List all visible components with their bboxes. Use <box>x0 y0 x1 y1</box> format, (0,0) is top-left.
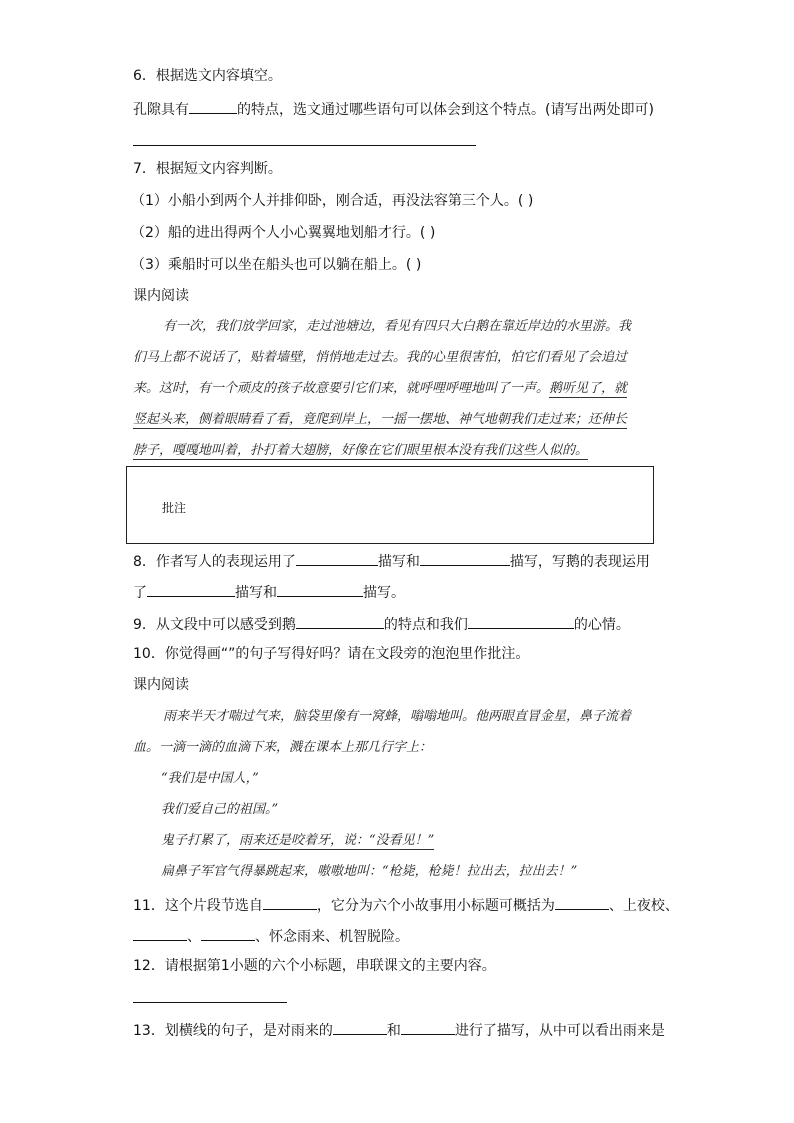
q10-line: 10．你觉得画“”的句子写得好吗？请在文段旁的泡泡里作批注。 <box>133 646 530 662</box>
q6-title: 6．根据选文内容填空。 <box>133 68 282 84</box>
q6-answer-line[interactable] <box>133 145 476 146</box>
q13-blank-1[interactable] <box>333 1020 387 1035</box>
q8-text-c: 描写，写鹅的表现运用 <box>509 554 650 570</box>
q6-blank[interactable] <box>189 99 237 114</box>
q13-text-a: 13．划横线的句子，是对雨来的 <box>133 1023 333 1039</box>
q7-title: 7．根据短文内容判断。 <box>133 161 282 177</box>
annotation-label: 批注 <box>162 501 187 515</box>
q8-text-a: 8．作者写人的表现运用了 <box>133 554 296 570</box>
q7-item-2: （2）船的进出得两个人小心翼翼地划船才行。( ) <box>131 225 436 241</box>
passage1-line-5 <box>133 442 588 460</box>
q7-item-1: （1）小船小到两个人并排仰卧，刚合适，再没法容第三个人。( ) <box>131 193 534 209</box>
passage2-line-3: “我们是中国人，” <box>161 771 259 786</box>
passage2-line-6: 扁鼻子军官气得暴跳起来，嗷嗷地叫：“枪毙，枪毙！拉出去，拉出去！” <box>161 864 578 879</box>
q11-blank-1[interactable] <box>263 895 317 910</box>
q13-text-b: 和 <box>386 1023 401 1039</box>
q11-line-2 <box>133 926 409 946</box>
q12-line: 12．请根据第1小题的六个小标题，串联课文的主要内容。 <box>133 958 496 974</box>
annotation-box[interactable] <box>126 466 654 544</box>
passage2-line-4: 我们爱自己的祖国。” <box>161 802 279 817</box>
passage1-line-4 <box>133 411 627 429</box>
q11-text-c: 、上夜校、 <box>608 898 679 914</box>
q9-text-a: 9．从文段中可以感受到鹅 <box>133 617 296 633</box>
q11-text-d: 、 <box>187 929 201 945</box>
q11-blank-4[interactable] <box>201 926 255 941</box>
q9-line <box>133 614 630 634</box>
q6-line <box>133 99 654 119</box>
passage1-line-2: 们马上都不说话了，贴着墙壁，悄悄地走过去。我的心里很害怕，怕它们看见了会追过 <box>133 350 628 365</box>
q11-text-b: ，它分为六个小故事用小标题可概括为 <box>316 898 555 914</box>
passage1-line-3a: 来。这时，有一个顽皮的孩子故意要引它们来，就呼哩呼哩地叫了一声。 <box>133 381 550 396</box>
passage2-line-1: 雨来半天才喘过气来，脑袋里像有一窝蜂，嗡嗡地叫。他两眼直冒金星，鼻子流着 <box>163 709 632 724</box>
q8-text-f: 描写。 <box>363 585 405 601</box>
passage2-line-2: 血。一滴一滴的血滴下来，溅在课本上那几行字上： <box>133 740 433 755</box>
passage1-line-3 <box>133 380 627 398</box>
passage1-line-1: 有一次，我们放学回家，走过池塘边，看见有四只大白鹅在靠近岸边的水里游。我 <box>163 319 632 334</box>
passage2-line-5 <box>161 832 434 850</box>
passage1-underlined-5: 脖子，嘎嘎地叫着，扑打着大翅膀，好像在它们眼里根本没有我们这些人似的。 <box>133 443 589 458</box>
q13-text-c: 进行了描写，从中可以看出雨来是 <box>454 1023 665 1039</box>
q13-line <box>133 1020 665 1040</box>
q11-blank-2[interactable] <box>555 895 609 910</box>
q11-text-a: 11．这个片段节选自 <box>133 898 263 914</box>
q9-blank-1[interactable] <box>296 614 384 629</box>
passage2-underlined: 雨来还是咬着牙，说：“没看见！” <box>239 833 435 848</box>
q11-text-e: 、怀念雨来、机智脱险。 <box>255 929 409 945</box>
q13-blank-2[interactable] <box>401 1020 455 1035</box>
q6-text-b: 的特点，选文通过哪些语句可以体会到这个特点。(请写出两处即可) <box>237 102 654 118</box>
q6-text-a: 孔隙具有 <box>133 102 189 118</box>
q8-line-2 <box>133 582 405 602</box>
q8-text-d: 了 <box>133 585 147 601</box>
section-heading-1: 课内阅读 <box>133 288 189 304</box>
q8-text-e: 描写和 <box>235 585 277 601</box>
q8-blank-1[interactable] <box>296 551 378 566</box>
q11-line-1 <box>133 895 679 915</box>
q9-text-b: 的特点和我们 <box>383 617 468 633</box>
section-heading-2: 课内阅读 <box>133 677 189 693</box>
q9-blank-2[interactable] <box>468 614 574 629</box>
passage1-underlined-4: 竖起头来，侧着眼睛看了看，竟爬到岸上，一摇一摆地、神气地朝我们走过来；还伸长 <box>133 412 628 427</box>
q8-blank-2[interactable] <box>420 551 510 566</box>
q11-blank-3[interactable] <box>133 926 187 941</box>
q9-text-c: 的心情。 <box>573 617 630 633</box>
q7-item-3: （3）乘船时可以坐在船头也可以躺在船上。( ) <box>131 257 422 273</box>
q8-blank-4[interactable] <box>277 582 363 597</box>
q8-line-1 <box>133 551 650 571</box>
passage1-underlined-start: 鹅听见了，就 <box>549 381 628 396</box>
passage2-line-5a: 鬼子打累了， <box>161 833 240 848</box>
q8-blank-3[interactable] <box>147 582 235 597</box>
q12-answer-line[interactable] <box>133 1002 287 1003</box>
q8-text-b: 描写和 <box>377 554 420 570</box>
